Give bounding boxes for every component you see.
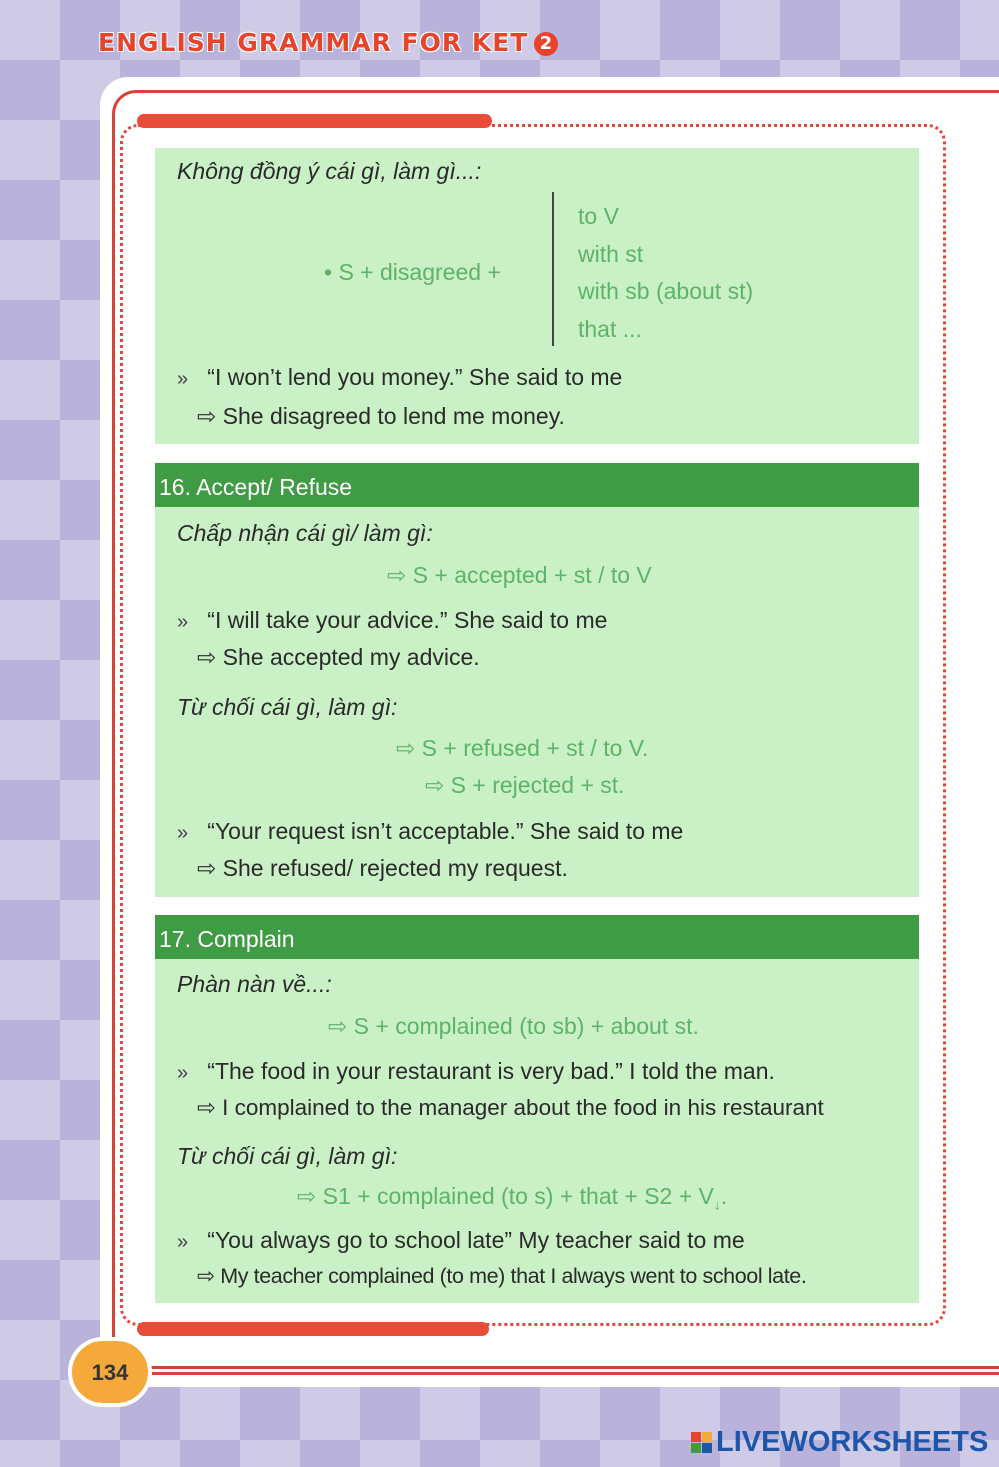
refuse-heading: Từ chối cái gì, làm gì:	[177, 694, 398, 720]
arrow-icon: ⇨	[197, 1264, 215, 1288]
formula-text: S + rejected + st.	[450, 772, 625, 798]
refuse-example-result	[197, 855, 568, 882]
disagree-formula	[324, 259, 501, 286]
disagree-option: to V	[578, 203, 619, 229]
quote-bullet-icon: »	[177, 611, 189, 633]
arrow-icon: ⇨	[328, 1013, 348, 1039]
disagree-example-quote	[177, 364, 622, 391]
complain-example-2-quote	[177, 1227, 745, 1254]
disagree-heading: Không đồng ý cái gì, làm gì...:	[177, 158, 482, 184]
accept-example-quote	[177, 607, 607, 634]
arrow-icon: ⇨	[387, 562, 407, 588]
arrow-icon: ⇨	[197, 1095, 216, 1120]
book-title	[98, 28, 558, 57]
formula-text: S + complained (to sb) + about st.	[353, 1013, 699, 1039]
quote-text: “Your request isn’t acceptable.” She said to me	[207, 818, 684, 844]
result-text: She accepted my advice.	[222, 644, 480, 670]
result-text: She disagreed to lend me money.	[222, 403, 565, 429]
quote-text: “I won’t lend you money.” She said to me	[207, 364, 623, 390]
accept-example-result	[197, 644, 480, 671]
formula-end: .	[720, 1183, 728, 1209]
result-text: My teacher complained (to me) that I always went to school late.	[220, 1264, 807, 1288]
footer-line	[150, 1366, 999, 1369]
top-red-bar	[137, 114, 492, 128]
disagree-option: with st	[578, 241, 644, 267]
result-text: I complained to the manager about the food in his restaurant	[222, 1095, 824, 1120]
section-17-header: 17. Complain	[155, 915, 919, 959]
disagree-example-result	[197, 403, 565, 430]
page-number-badge: 134	[68, 1337, 152, 1407]
arrow-icon: ⇨	[197, 403, 217, 429]
result-text: She refused/ rejected my request.	[222, 855, 568, 881]
complain-example-2-result	[197, 1264, 806, 1289]
accept-heading: Chấp nhận cái gì/ làm gì:	[177, 520, 433, 546]
bottom-red-bar	[137, 1322, 489, 1336]
complain-example-1-result	[197, 1095, 824, 1121]
disagree-option: that ...	[578, 316, 642, 342]
complain-heading-1: Phàn nàn về...:	[177, 971, 332, 997]
disagree-option: with sb (about st)	[578, 278, 754, 304]
formula-text: S1 + complained (to s) + that + S2 + V	[322, 1183, 714, 1209]
bullet-dot-icon: •	[324, 259, 333, 285]
quote-bullet-icon: »	[177, 368, 189, 390]
quote-bullet-icon: »	[177, 1231, 189, 1253]
formula-text: S + refused + st / to V.	[421, 735, 649, 761]
formula-subscript: ↓	[713, 1196, 721, 1213]
complain-heading-2: Từ chối cái gì, làm gì:	[177, 1143, 398, 1169]
arrow-icon: ⇨	[197, 644, 217, 670]
arrow-icon: ⇨	[425, 772, 445, 798]
arrow-icon: ⇨	[396, 735, 416, 761]
complain-formula-1	[328, 1013, 699, 1040]
refuse-example-quote	[177, 818, 683, 845]
refuse-formula-2	[425, 772, 625, 799]
quote-text: “I will take your advice.” She said to me	[207, 607, 608, 633]
book-title-text: ENGLISH GRAMMAR FOR KET	[98, 28, 529, 57]
book-number-badge: 2	[534, 32, 558, 56]
section-16-header: 16. Accept/ Refuse	[155, 463, 919, 507]
arrow-icon: ⇨	[197, 855, 217, 881]
quote-text: “You always go to school late” My teacher said to me	[207, 1227, 745, 1253]
disagree-panel	[155, 148, 919, 444]
complain-example-1-quote	[177, 1058, 775, 1085]
quote-bullet-icon: »	[177, 1062, 189, 1084]
accept-formula	[387, 562, 652, 589]
formula-text: S + accepted + st / to V	[412, 562, 652, 588]
disagree-formula-lhs: S + disagreed +	[338, 259, 501, 285]
liveworksheets-logo-icon	[691, 1432, 713, 1454]
quote-text: “The food in your restaurant is very bad.” I told the man.	[207, 1058, 775, 1084]
quote-bullet-icon: »	[177, 822, 189, 844]
option-bracket-line	[552, 192, 554, 346]
refuse-formula-1	[396, 735, 648, 762]
complain-formula-2	[297, 1183, 727, 1213]
liveworksheets-watermark: LIVEWORKSHEETS	[716, 1426, 989, 1458]
arrow-icon: ⇨	[297, 1183, 317, 1209]
